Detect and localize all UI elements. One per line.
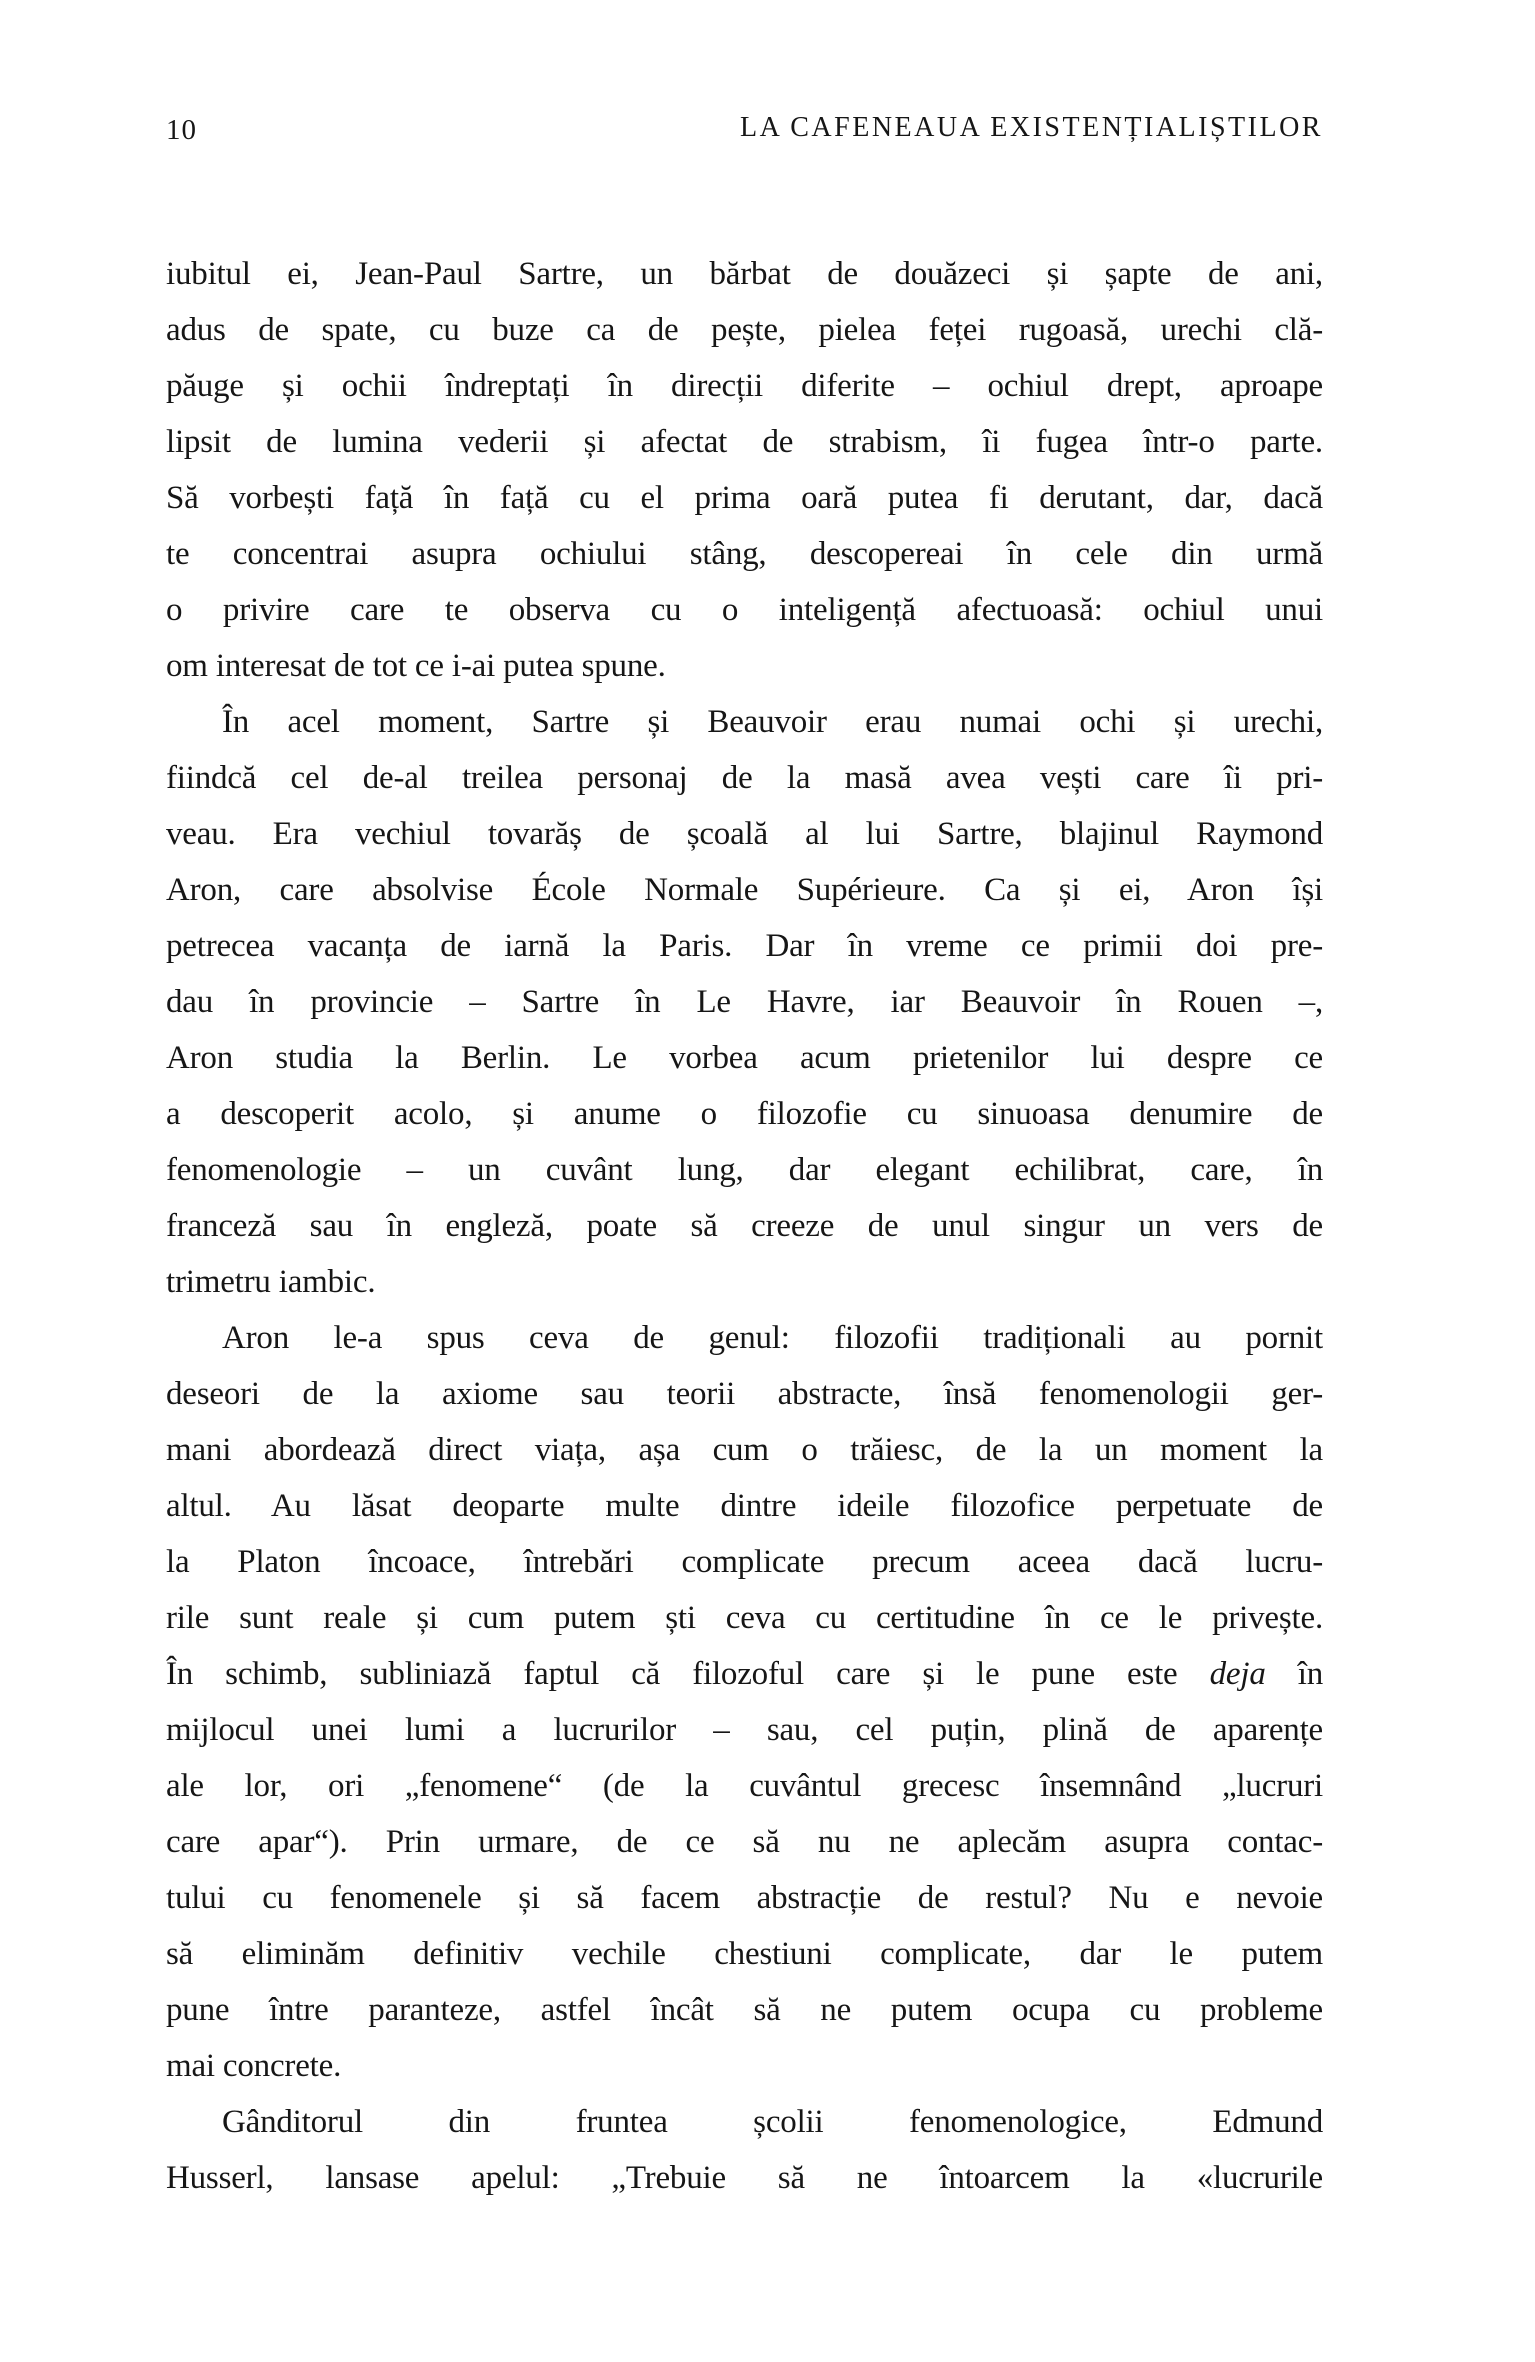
- text-line: rile sunt reale și cum putem ști ceva cu certitudine în ce le privește.: [166, 1600, 1323, 1636]
- text-line: la Platon încoace, întrebări complicate precum aceea dacă lucru-: [166, 1544, 1323, 1580]
- text-line: te concentrai asupra ochiului stâng, descopereai în cele din urmă: [166, 536, 1323, 572]
- text-line: deseori de la axiome sau teorii abstracte, însă fenomenologii ger-: [166, 1376, 1323, 1412]
- text-line: veau. Era vechiul tovarăș de școală al lui Sartre, blajinul Raymond: [166, 816, 1323, 852]
- text-line: care apar“). Prin urmare, de ce să nu ne aplecăm asupra contac-: [166, 1824, 1323, 1860]
- text-line: În acel moment, Sartre și Beauvoir erau numai ochi și urechi,: [222, 704, 1323, 740]
- text-line: trimetru iambic.: [166, 1264, 376, 1300]
- text-line: păuge și ochii îndreptați în direcții diferite – ochiul drept, aproape: [166, 368, 1323, 404]
- text-line: adus de spate, cu buze ca de pește, pielea feței rugoasă, urechi clă-: [166, 312, 1323, 348]
- text-line: fiindcă cel de-al treilea personaj de la masă avea vești care îi pri-: [166, 760, 1323, 796]
- text-line: fenomenologie – un cuvânt lung, dar elegant echilibrat, care, în: [166, 1152, 1323, 1188]
- text-line: să eliminăm definitiv vechile chestiuni complicate, dar le putem: [166, 1936, 1323, 1972]
- text-line: iubitul ei, Jean-Paul Sartre, un bărbat de douăzeci și șapte de ani,: [166, 256, 1323, 292]
- text-line: a descoperit acolo, și anume o filozofie cu sinuoasa denumire de: [166, 1096, 1323, 1132]
- running-title: LA CAFENEAUA EXISTENȚIALIȘTILOR: [739, 112, 1323, 143]
- paragraph: [166, 694, 1323, 1310]
- text-line: ale lor, ori „fenomene“ (de la cuvântul grecesc însemnând „lucruri: [166, 1768, 1323, 1804]
- text-line: petrecea vacanța de iarnă la Paris. Dar în vreme ce primii doi pre-: [166, 928, 1323, 964]
- text-line: o privire care te observa cu o inteligență afectuoasă: ochiul unui: [166, 592, 1323, 628]
- text-line: mani abordează direct viața, așa cum o trăiesc, de la un moment la: [166, 1432, 1323, 1468]
- text-line: Să vorbești față în față cu el prima oară putea fi derutant, dar, dacă: [166, 480, 1323, 516]
- paragraph: [166, 2094, 1323, 2206]
- text-line: lipsit de lumina vederii și afectat de strabism, îi fugea într-o parte.: [166, 424, 1323, 460]
- text-line: Aron le-a spus ceva de genul: filozofii tradiționali au pornit: [222, 1320, 1323, 1356]
- paragraph: [166, 1310, 1323, 2094]
- text-line: dau în provincie – Sartre în Le Havre, iar Beauvoir în Rouen –,: [166, 984, 1323, 1020]
- paragraph: [166, 246, 1323, 694]
- page-header: [166, 112, 1323, 152]
- text-line: Aron, care absolvise École Normale Supérieure. Ca și ei, Aron își: [166, 872, 1323, 908]
- text-line: pune între paranteze, astfel încât să ne putem ocupa cu probleme: [166, 1992, 1323, 2028]
- body-text: [166, 246, 1323, 2206]
- text-line: Gânditorul din fruntea școlii fenomenologice, Edmund: [222, 2104, 1323, 2140]
- page-number: 10: [166, 114, 197, 146]
- text-line: Aron studia la Berlin. Le vorbea acum prietenilor lui despre ce: [166, 1040, 1323, 1076]
- text-line: tului cu fenomenele și să facem abstracție de restul? Nu e nevoie: [166, 1880, 1323, 1916]
- text-line: mai concrete.: [166, 2048, 342, 2084]
- text-line: altul. Au lăsat deoparte multe dintre ideile filozofice perpetuate de: [166, 1488, 1323, 1524]
- text-line: mijlocul unei lumi a lucrurilor – sau, cel puțin, plină de aparențe: [166, 1712, 1323, 1748]
- text-line: În schimb, subliniază faptul că filozoful care și le pune este deja în: [166, 1656, 1323, 1692]
- text-line: om interesat de tot ce i-ai putea spune.: [166, 648, 666, 684]
- text-line: franceză sau în engleză, poate să creeze de unul singur un vers de: [166, 1208, 1323, 1244]
- text-line: Husserl, lansase apelul: „Trebuie să ne întoarcem la «lucrurile: [166, 2160, 1323, 2196]
